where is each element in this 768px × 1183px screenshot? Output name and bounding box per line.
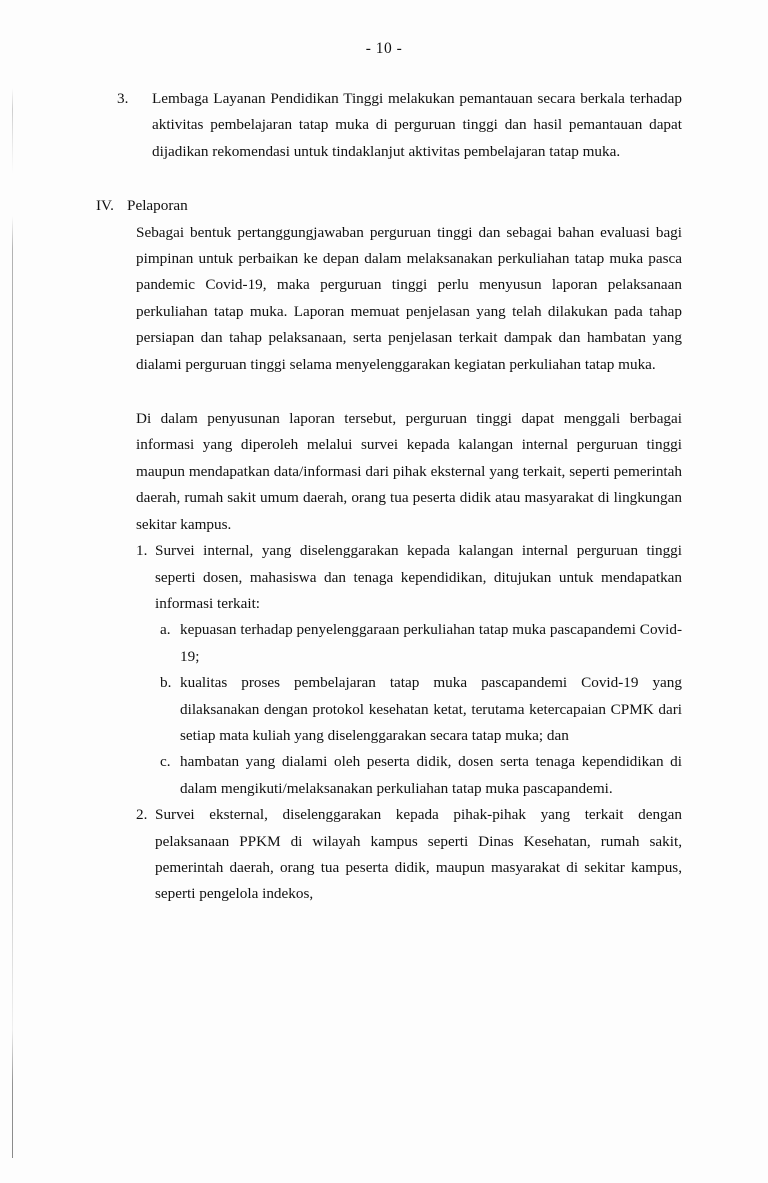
list-item-2-survei-eksternal xyxy=(136,802,682,908)
sub-list-item-text: kepuasan terhadap penyelenggaraan perkuliahan tatap muka pascapandemi Covid-19; xyxy=(180,621,682,665)
sub-list-marker: c. xyxy=(160,753,171,771)
section-heading-pelaporan xyxy=(96,193,768,219)
sub-list-item-b xyxy=(160,670,682,749)
sub-list-marker: b. xyxy=(160,674,172,692)
sub-list-item-a xyxy=(160,617,682,670)
sub-list-item-text: kualitas proses pembelajaran tatap muka pascapandemi Covid-19 yang dilaksanakan dengan protokol kesehatan ketat, terutama ketercapaian CPMK dari setiap mata kuliah yang diselenggarakan secara tatap muka; dan xyxy=(180,674,682,744)
sub-list-item-c xyxy=(160,749,682,802)
list-item-text: Survei eksternal, diselenggarakan kepada pihak-pihak yang terkait dengan pelaksanaan PPKM di wilayah kampus seperti Dinas Kesehatan, rumah sakit, pemerintah daerah, orang tua peserta didik, maupun masyarakat di sekitar kampus, seperti pengelola indekos, xyxy=(155,806,682,903)
section-paragraph-1: Sebagai bentuk pertanggungjawaban perguruan tinggi dan sebagai bahan evaluasi bagi pimpinan untuk perbaikan ke depan dalam melaksanakan perkuliahan tatap muka pasca pandemic Covid-19, maka perguruan tinggi perlu menyusun laporan pelaksanaan perkuliahan tatap muka. Laporan memuat penjelasan yang telah dilakukan pada tahap persiapan dan tahap pelaksanaan, serta penjelasan terkait dampak dan hambatan yang dialami perguruan tinggi selama menyelenggarakan kegiatan perkuliahan tatap muka. xyxy=(136,223,682,373)
list-item-3 xyxy=(117,86,682,165)
section-marker: IV. xyxy=(96,197,114,215)
list-marker: 1. xyxy=(136,542,148,560)
section-title: Pelaporan xyxy=(127,197,188,215)
spacer xyxy=(0,378,768,406)
list-item-text: Survei internal, yang diselenggarakan kepada kalangan internal perguruan tinggi seperti dosen, mahasiswa dan tenaga kependidikan, ditujukan untuk mendapatkan informasi terkait: xyxy=(155,542,682,612)
list-marker: 3. xyxy=(117,90,129,107)
sub-list-marker: a. xyxy=(160,621,171,639)
list-item-text: Lembaga Layanan Pendidikan Tinggi melakukan pemantauan secara berkala terhadap aktivitas pembelajaran tatap muka di perguruan tinggi dan hasil pemantauan dapat dijadikan rekomendasi untuk tindaklanjut aktivitas pembelajaran tatap muka. xyxy=(152,90,682,160)
page-content xyxy=(0,86,768,908)
section-paragraph-2: Di dalam penyusunan laporan tersebut, perguruan tinggi dapat menggali berbagai informasi yang diperoleh melalui survei kepada kalangan internal perguruan tinggi maupun mendapatkan data/informasi dari pihak eksternal yang terkait, seperti pemerintah daerah, rumah sakit umum daerah, orang tua peserta didik atau masyarakat di lingkungan sekitar kampus. xyxy=(136,410,682,533)
list-item-1-survei-internal xyxy=(136,538,682,617)
list-marker: 2. xyxy=(136,806,148,824)
spacer xyxy=(0,165,768,193)
sub-list-item-text: hambatan yang dialami oleh peserta didik, dosen serta tenaga kependidikan di dalam mengikuti/melaksanakan perkuliahan tatap muka pascapandemi. xyxy=(180,753,682,797)
page-number: - 10 - xyxy=(365,40,403,57)
